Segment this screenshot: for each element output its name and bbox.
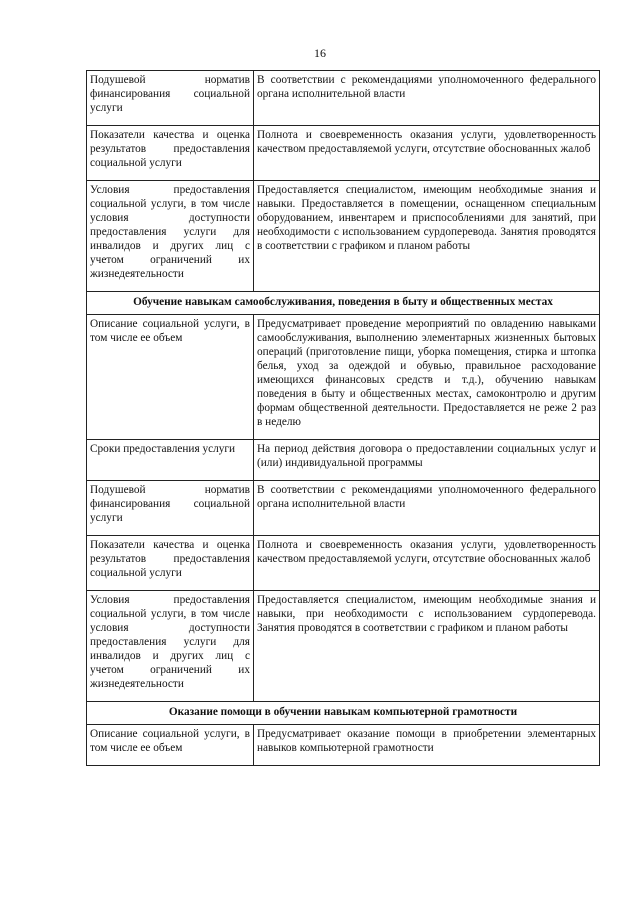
row-value-cell (254, 440, 600, 481)
table-row (87, 71, 600, 126)
services-table (86, 70, 600, 766)
row-label-cell (87, 181, 254, 292)
row-value-cell (254, 481, 600, 536)
row-value: На период действия договора о предоставлении социальных услуг и (или) индивидуальной программы (257, 443, 596, 469)
row-label: Описание социальной услуги, в том числе ее объем (90, 318, 250, 344)
row-label: Описание социальной услуги, в том числе ее объем (90, 728, 250, 754)
table-row (87, 481, 600, 536)
table-row (87, 315, 600, 440)
row-value-cell (254, 591, 600, 702)
table-row (87, 440, 600, 481)
row-value: Предоставляется специалистом, имеющим необходимые знания и навыки, при необходимости с использованием сурдоперевода. Занятия проводятся в соответствии с графиком и планом работы (257, 594, 596, 634)
row-value-cell (254, 315, 600, 440)
row-value: Полнота и своевременность оказания услуги, удовлетворенность качеством предоставляемой услуги, отсутствие обоснованных жалоб (257, 129, 596, 155)
section-heading: Обучение навыкам самообслуживания, поведения в быту и общественных местах (87, 292, 600, 315)
row-label-cell (87, 71, 254, 126)
table-row (87, 536, 600, 591)
row-label: Условия предоставления социальной услуги, в том числе условия доступности предоставления услуги для инвалидов и других лиц с учетом ограничений их жизнедеятельности (90, 594, 250, 690)
row-value-cell (254, 181, 600, 292)
row-label-cell (87, 536, 254, 591)
section-row (87, 702, 600, 725)
table-row (87, 181, 600, 292)
page-number: 16 (314, 46, 326, 60)
row-value-cell (254, 71, 600, 126)
row-value: Полнота и своевременность оказания услуги, удовлетворенность качеством предоставляемой услуги, отсутствие обоснованных жалоб (257, 539, 596, 565)
row-value: В соответствии с рекомендациями уполномоченного федерального органа исполнительной власти (257, 484, 596, 510)
row-value-cell (254, 126, 600, 181)
row-value: Предусматривает оказание помощи в приобретении элементарных навыков компьютерной грамотности (257, 728, 596, 754)
row-label-cell (87, 591, 254, 702)
row-label: Подушевой норматив финансирования социальной услуги (90, 74, 250, 114)
row-label: Показатели качества и оценка результатов предоставления социальной услуги (90, 539, 250, 579)
row-label-cell (87, 440, 254, 481)
row-label-cell (87, 725, 254, 766)
row-label: Сроки предоставления услуги (90, 443, 236, 455)
section-heading: Оказание помощи в обучении навыкам компьютерной грамотности (87, 702, 600, 725)
row-label-cell (87, 481, 254, 536)
row-label: Условия предоставления социальной услуги, в том числе условия доступности предоставления услуги для инвалидов и других лиц с учетом ограничений их жизнедеятельности (90, 184, 250, 280)
row-value-cell (254, 536, 600, 591)
row-value: Предусматривает проведение мероприятий по овладению навыками самообслуживания, выполнению элементарных жизненных бытовых операций (приготовление пищи, уборка помещения, стирка и штопка белья, уход за одеждой и обувью, правильное расходование имеющихся финансовых средств и т.д.), обучению навыкам поведения в быту и общественных местах, самоконтролю и другим формам общественной деятельности. Предоставляется не реже 2 раз в неделю (257, 318, 596, 428)
row-label-cell (87, 315, 254, 440)
table-row (87, 591, 600, 702)
row-value: В соответствии с рекомендациями уполномоченного федерального органа исполнительной власти (257, 74, 596, 100)
row-value: Предоставляется специалистом, имеющим необходимые знания и навыки. Предоставляется в помещении, оснащенном специальным оборудованием, инвентарем и приспособлениями для занятий, при необходимости с использованием сурдоперевода. Занятия проводятся в соответствии с графиком и планом работы (257, 184, 596, 252)
section-row (87, 292, 600, 315)
table-row (87, 725, 600, 766)
row-label: Показатели качества и оценка результатов предоставления социальной услуги (90, 129, 250, 169)
row-label-cell (87, 126, 254, 181)
row-label: Подушевой норматив финансирования социальной услуги (90, 484, 250, 524)
row-value-cell (254, 725, 600, 766)
table-row (87, 126, 600, 181)
